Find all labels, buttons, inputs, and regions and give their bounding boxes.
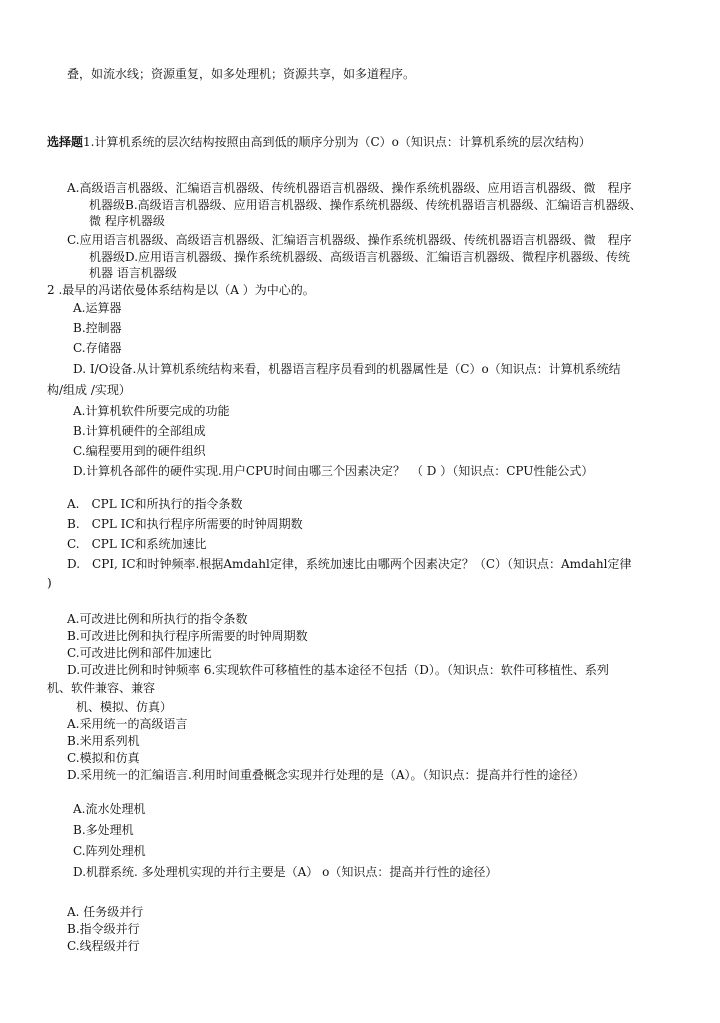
option-line: C.可改进比例和部件加速比 (67, 646, 212, 660)
option-line: A. 任务级并行 (67, 905, 144, 919)
text-line: 机、模拟、仿真） (76, 700, 173, 714)
option-line: B. CPL IC和执行程序所需要的时钟周期数 (67, 517, 303, 531)
section-heading: 选择题 (47, 135, 84, 149)
option-line: D.计算机各部件的硬件实现.用户CPU时间由哪三个因素决定？ （ D ）（知识点：CPU性能公式） (73, 464, 594, 478)
option-line: C.模拟和仿真 (67, 751, 140, 765)
text-line: 叠，如流水线；资源重复，如多处理机；资源共享，如多道程序。 (67, 67, 416, 81)
text-line: ) (47, 576, 52, 590)
option-line: C.存储器 (73, 341, 122, 355)
option-line: C.编程要用到的硬件组织 (73, 444, 206, 458)
question-2: 2 .最早的冯诺依曼体系结构是以（A ）为中心的。 (47, 283, 315, 297)
option-line: B.控制器 (73, 321, 122, 335)
question-text: 1.计算机系统的层次结构按照由高到低的顺序分别为（C）o（知识点：计算机系统的层次结构） (83, 135, 591, 149)
option-line: 微 程序机器级 (89, 214, 165, 228)
option-line: B.米用系列机 (67, 734, 140, 748)
option-line: A.流水处理机 (73, 802, 146, 816)
option-line: A.计算机软件所要完成的功能 (73, 404, 230, 418)
option-line: C. CPL IC和系统加速比 (67, 537, 207, 551)
option-line: D.可改进比例和时钟频率 6.实现软件可移植性的基本途径不包括（D）。（知识点：软件可移植性、系列 (67, 663, 609, 677)
option-line: D.机群系统. 多处理机实现的并行主要是（A） o（知识点：提高并行性的途径） (73, 865, 498, 879)
option-line: C.应用语言机器级、高级语言机器级、汇编语言机器级、操作系统机器级、传统机器语言机器级、微 程序 (67, 233, 632, 247)
text-line: 机、软件兼容、兼容 (47, 681, 156, 695)
option-line: 机器级D.应用语言机器级、操作系统机器级、高级语言机器级、汇编语言机器级、微程序机器级、传统 (89, 250, 631, 264)
option-line: C.阵列处理机 (73, 844, 146, 858)
option-line: A.高级语言机器级、汇编语言机器级、传统机器语言机器级、操作系统机器级、应用语言机器级、微 程序 (67, 181, 632, 195)
question-1 (47, 134, 591, 150)
option-line: B.计算机硬件的全部组成 (73, 424, 206, 438)
option-line: B.多处理机 (73, 823, 134, 837)
option-line: A. CPL IC和所执行的指令条数 (67, 497, 243, 511)
text-line: 构/组成 /实现） (47, 383, 131, 397)
option-line: D. I/O设备.从计算机系统结构来看，机器语言程序员看到的机器属性是（C）o（知识点：计算机系统结 (73, 362, 621, 376)
option-line: A.可改进比例和所执行的指令条数 (67, 612, 248, 626)
option-line: 机器级B.高级语言机器级、应用语言机器级、操作系统机器级、传统机器语言机器级、汇编语言机器级、 (89, 198, 642, 212)
option-line: A.运算器 (73, 301, 122, 315)
option-line: B.指令级并行 (67, 922, 140, 936)
option-line: B.可改进比例和执行程序所需要的时钟周期数 (67, 629, 308, 643)
option-line: C.线程级并行 (67, 939, 140, 953)
option-line: 机器 语言机器级 (89, 266, 177, 280)
option-line: A.采用统一的高级语言 (67, 717, 188, 731)
option-line: D. CPI, IC和时钟频率.根据Amdahl定律，系统加速比由哪两个因素决定？（C）（知识点：Amdahl定律 (67, 557, 632, 571)
option-line: D.采用统一的汇编语言.利用时间重叠概念实现并行处理的是（A）。（知识点：提高并行性的途径） (67, 768, 585, 782)
